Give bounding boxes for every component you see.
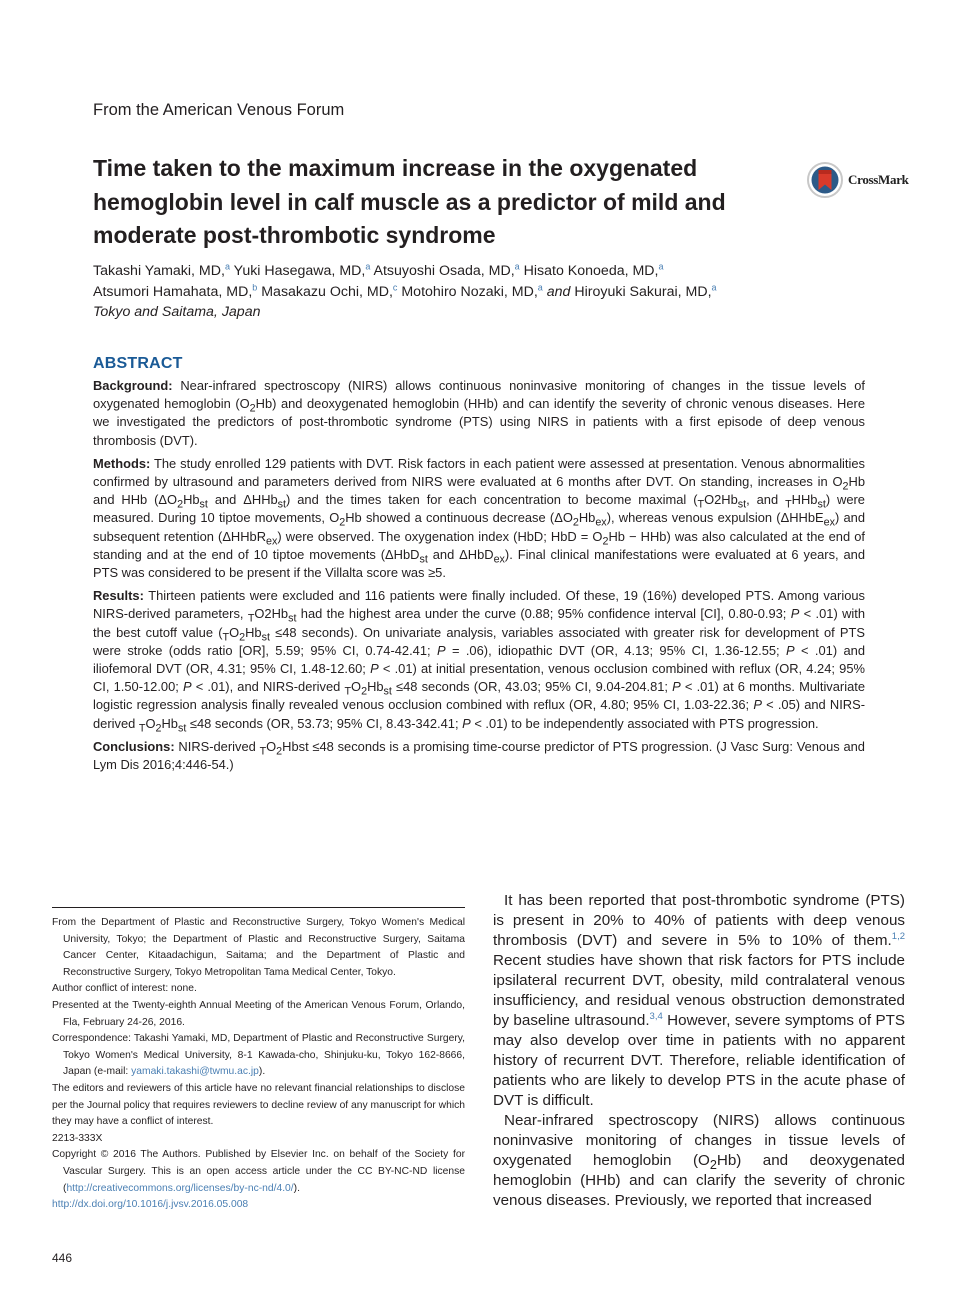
footnote-divider	[52, 907, 465, 908]
abstract-body	[93, 377, 865, 779]
author-location: Tokyo and Saitama, Japan	[93, 304, 261, 320]
author-name: Masakazu Ochi, MD,	[261, 283, 393, 300]
author-list	[93, 261, 873, 323]
abstract-background: Background: Near-infrared spectroscopy (NIRS) allows continuous noninvasive monitoring of changes in the tissue levels of oxygenated hemoglobin $(O_2Hb)$ and deoxygenated hemoglobin (HHb) and can identify the severity of chronic venous diseases. Here we investigated the predictors of post-thrombotic syndrome (PTS) using NIRS in patients with a first episode of deep venous thrombosis (DVT).	[93, 378, 865, 448]
article-title: Time taken to the maximum increase in the oxygenated hemoglobin level in calf muscle as a predictor of mild and moderate post-thrombotic syndrome	[93, 155, 726, 248]
body-paragraph: Near-infrared spectroscopy (NIRS) allows continuous noninvasive monitoring of changes in tissue levels of oxygenated hemoglobin $(O_2Hb)$ and deoxygenated hemoglobin (HHb) and can clarify the severity of chronic venous diseases. Previously, we reported that increased	[493, 1112, 905, 1209]
footnote-copyright: Copyright © 2016 The Authors. Published by Elsevier Inc. on behalf of the Society for Vascular Surgery. This is an open access article under the CC BY-NC-ND license (http://creativecommons.org/licenses/by-nc-nd/4.0/).	[52, 1149, 465, 1194]
author-affiliation-mark: a	[514, 261, 520, 272]
section-label: From the American Venous Forum	[93, 101, 345, 119]
copyright-text: Copyright © 2016 The Authors. Published by Elsevier Inc. on behalf of the Society for Vascular Surgery. This is an open access article under the CC BY-NC-ND license (	[52, 1149, 465, 1194]
crossmark-badge[interactable]	[806, 160, 916, 200]
author-affiliation-mark: a	[365, 261, 371, 272]
footnote-editors: The editors and reviewers of this article have no relevant financial relationships to disclose per the Journal policy that requires reviewers to decline review of any manuscript for which they may have a conflict of interest.	[52, 1082, 465, 1128]
correspondence-text: Correspondence: Takashi Yamaki, MD, Department of Plastic and Reconstructive Surgery, Tokyo Women's Medical University, 8-1 Kawada-cho, Shinjuku-ku, Tokyo 162-8666, Japan (e-mail:	[52, 1033, 465, 1078]
author-name: Motohiro Nozaki, MD,	[401, 283, 538, 300]
body-text-column	[493, 891, 905, 1211]
author-name: Takashi Yamaki, MD,	[93, 263, 225, 279]
author-name: Atsumori Hamahata, MD,	[93, 283, 253, 300]
author-affiliation-mark: a	[711, 281, 717, 292]
author-affiliation-mark: a	[658, 261, 664, 272]
author-affiliation-mark: a	[537, 281, 543, 292]
footnote-affiliations: From the Department of Plastic and Reconstructive Surgery, Tokyo Women's Medical University, Tokyo; the Department of Plastic and Reconstructive Surgery, Saitama Cancer Center, Kitaadachigun, Saitama; and the Department of Plastic and Reconstructive Surgery, Tokyo Metropolitan Tama Medical Center, Tokyo.	[52, 917, 465, 978]
abstract-results: Results: Thirteen patients were excluded and 116 patients were finally included. Of these, 19 (16%) developed PTS. Among various NIRS-derived parameters, $_TO2Hb_{st}$ had the highest area under the curve (0.88; 95% confidence interval [CI], 0.80-0.93; P < .01) with the best cutoff value ($_TO_2Hb_{st} \le 48$ seconds). On univariate analysis, variables associated with greater risk for development of PTS were stroke (odds ratio [OR], 5.59; 95% CI, 0.74-42.41; P = .06), idiopathic DVT (OR, 4.13; 95% CI, 1.36-12.55; P < .01) and iliofemoral DVT (OR, 4.31; 95% CI, 1.48-12.60; P < .01) at initial presentation, venous occlusion combined with reflux (OR, 4.24; 95% CI, 1.50-12.00; P < .01), and NIRS-derived $_TO_2Hb_{st} \le 48$ seconds (OR, 43.03; 95% CI, 9.04-204.81; P < .01) at 6 months. Multivariate logistic regression analysis finally revealed venous occlusion combined with reflux (OR, 4.80; 95% CI, 1.03-22.36; P < .05) and NIRS-derived $_TO_2Hb_{st} \le 48$ seconds (OR, 53.73; 95% CI, 8.43-342.41; P < .01) to be independently associated with PTS progression.	[93, 588, 866, 735]
citation-link[interactable]: 1,2	[891, 930, 905, 942]
author-affiliation-mark: c	[392, 281, 398, 292]
body-paragraph: It has been reported that post-thrombotic syndrome (PTS) is present in 20% to 40% of patients with deep venous thrombosis (DVT) and severe in 5% to 10% of them.$^{1,2}$ Recent studies have shown that risk factors for PTS include ipsilateral recurrent DVT, obesity, mild contralateral venous insufficiency, and residual venous obstruction demonstrated by baseline ultrasound.$^{3,4}$ However, severe symptoms of PTS may also develop over time in patients with no apparent history of recurrent DVT. Therefore, reliable identification of patients who are likely to develop PTS in the acute phase of DVT is difficult.	[493, 892, 906, 1109]
abstract-background-label: Background:	[93, 378, 173, 393]
footnote-correspondence: Correspondence: Takashi Yamaki, MD, Department of Plastic and Reconstructive Surgery, Tokyo Women's Medical University, 8-1 Kawada-cho, Shinjuku-ku, Tokyo 162-8666, Japan (e-mail: yamaki.takashi@twmu.ac.jp).	[52, 1033, 465, 1078]
abstract-results-label: Results:	[93, 588, 144, 604]
author-conjunction: and	[546, 283, 571, 300]
abstract-heading: ABSTRACT	[93, 355, 183, 372]
page-number: 446	[52, 1251, 73, 1265]
footnotes	[52, 915, 465, 1214]
footnote-issn: 2213-333X	[52, 1132, 103, 1144]
footnote-presented: Presented at the Twenty-eighth Annual Meeting of the American Venous Forum, Orlando, Fla, February 24-26, 2016.	[52, 999, 465, 1028]
abstract-conclusions: Conclusions: NIRS-derived $_TO_2Hbst \le 48$ seconds is a promising time-course predictor of PTS progression. (J Vasc Surg: Venous and Lym Dis 2016;4:446-54.)	[93, 738, 865, 773]
footnote-conflict: Author conflict of interest: none.	[52, 983, 197, 995]
correspondence-email-link[interactable]: yamaki.takashi@twmu.ac.jp	[131, 1066, 259, 1078]
abstract-methods: Methods: The study enrolled 129 patients with DVT. Risk factors in each patient were assessed at presentation. Venous abnormalities confirmed by ultrasound and parameters derived from NIRS were evaluated at 6 months after DVT. On standing, increases in $O_2Hb$ and HHb ($\Delta O_2Hb_{st}$ and ΔHHb$_{st}$) and the times taken for each concentration to become maximal ($_TO2Hb_{st}$, and $_T$HHb$_{st}$) were measured. During 10 tiptoe movements, $O_2Hb$ showed a continuous decrease $(\Delta O_2Hb_{ex})$, whereas venous expulsion (ΔHHbE$_{ex}$) and subsequent retention (ΔHHbR$_{ex}$) were observed. The oxygenation index (HbD; HbD = $O_2Hb - HHb$) was also calculated at the end of standing and at the end of 10 tiptoe movements (ΔHbD$_{st}$ and ΔHbD$_{ex}$). Final clinical manifestations were evaluated at 6 years, and PTS was considered to be present if the Villalta score was ≥5.	[93, 455, 866, 581]
author-name: Atsuyoshi Osada, MD,	[373, 263, 515, 279]
crossmark-label: CrossMark	[848, 172, 909, 187]
author-name: Yuki Hasegawa, MD,	[233, 263, 366, 279]
crossmark-icon	[806, 161, 844, 199]
author-affiliation-mark: b	[252, 281, 258, 292]
author-affiliation-mark: a	[224, 261, 230, 272]
license-link[interactable]: http://creativecommons.org/licenses/by-nc-nd/4.0/	[66, 1182, 294, 1194]
author-name: Hiroyuki Sakurai, MD,	[574, 283, 712, 300]
abstract-conclusions-label: Conclusions:	[93, 738, 175, 754]
citation-link[interactable]: 3,4	[649, 1010, 663, 1022]
abstract-methods-label: Methods:	[93, 455, 151, 471]
author-name: Hisato Konoeda, MD,	[523, 263, 659, 279]
doi-link[interactable]: http://dx.doi.org/10.1016/j.jvsv.2016.05.008	[52, 1199, 249, 1211]
